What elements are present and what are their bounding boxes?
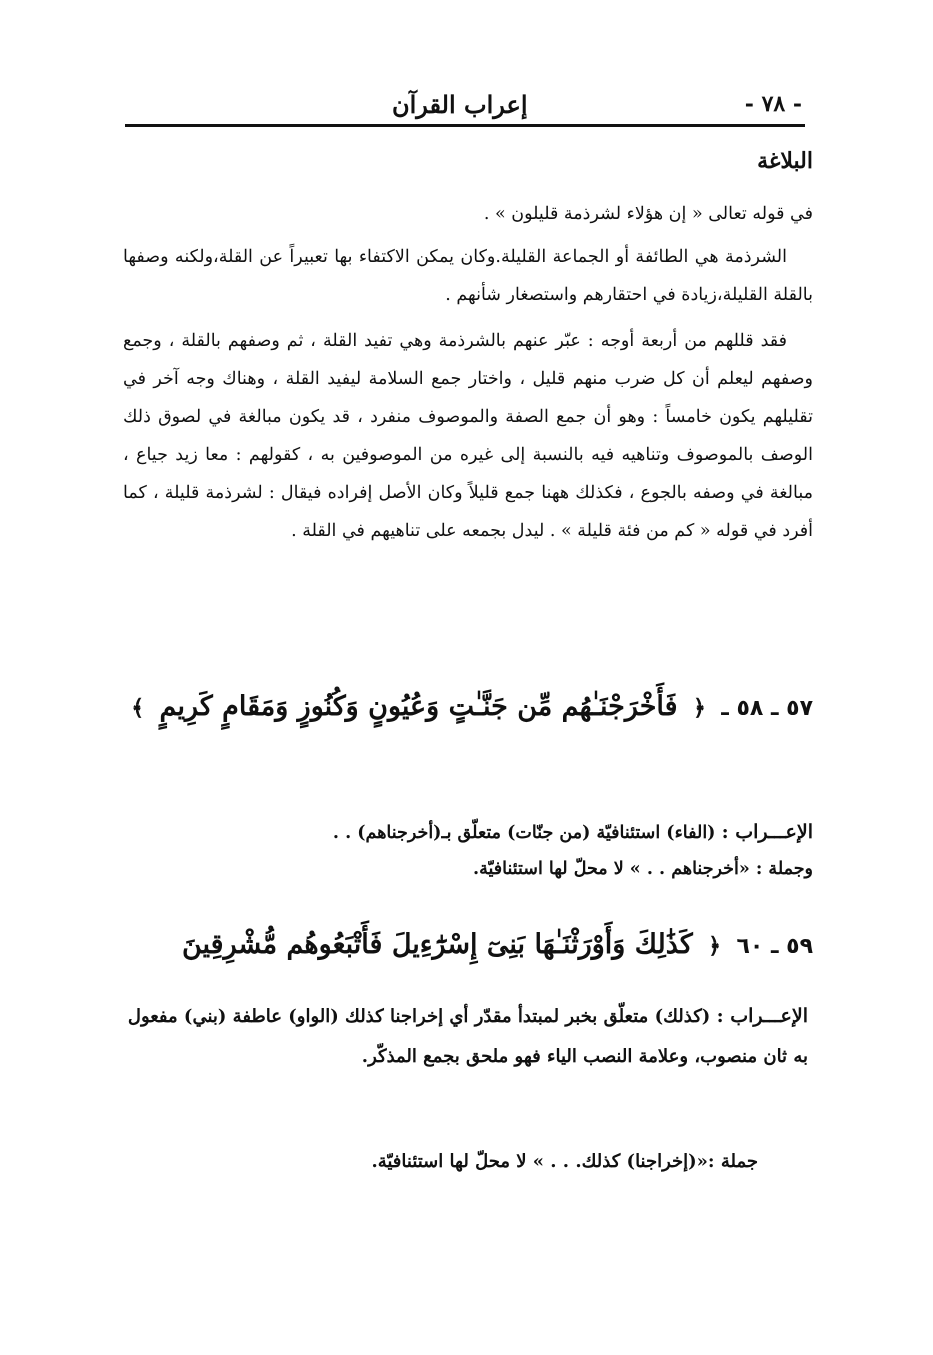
verse-open-brace: ﴿ xyxy=(708,934,722,959)
irab-label: الإعـــراب : xyxy=(721,821,813,843)
verse-number: ٥٧ ـ ٥٨ ـ xyxy=(721,696,813,721)
paragraph-definition: الشرذمة هي الطائفة أو الجماعة القليلة.وكان يمكن الاكتفاء بها تعبيراً عن القلة،ولكنه وصفها بالقلة القليلة،زيادة في احتقارهم واستصغار شأنهم . xyxy=(123,247,813,305)
page-header xyxy=(120,80,810,128)
header-divider xyxy=(125,124,805,127)
irab-block-1 xyxy=(123,814,813,887)
quran-verse-59-60 xyxy=(123,916,813,976)
irab-label: الإعـــراب : xyxy=(716,1005,808,1027)
quran-verse-57-58 xyxy=(123,678,813,738)
verse-number: ٥٩ ـ ٦٠ xyxy=(736,934,813,959)
verse-text: فَأَخْرَجْنَـٰهُم مِّن جَنَّـٰتٍ وَعُيُونٍ وَكُنُوزٍ وَمَقَامٍ كَرِيمٍ xyxy=(159,691,678,722)
section-heading: البلاغة xyxy=(757,148,813,174)
irab-sentence: وجملة : «أخرجناهم . . » لا محلّ لها استئنافيّة. xyxy=(472,859,813,879)
paragraph-explanation: فقد قللهم من أربعة أوجه : عبّر عنهم بالشرذمة وهي تفيد القلة ، ثم وصفهم بالقلة ، وجمع وصفهم ليعلم أن كل ضرب منهم قليل ، واختار جمع السلامة ليفيد القلة ، وهناك وجه آخر في تقليلهم يكون خامساً : وهو أن جمع الصفة والموصوف منفرد ، قد يكون مبالغة في لصوق ذلك الوصف بالموصوف وتناهيه فيه بالنسبة إلى غيره من الموصوفين به ، كقولهم : معا زيد جياع ، مبالغة في وصفه بالجوع ، فكذلك ههنا جمع قليلاً وكان الأصل إفراده فيقال : لشرذمة قليلة ، كما أفرد في قوله « كم من فئة قليلة » . ليدل بجمعه على تناهيهم في القلة . xyxy=(123,331,813,541)
verse-text: كَذَٰلِكَ وَأَوْرَثْنَـٰهَا بَنِىٓ إِسْرَٰٓءِيلَ فَأَتْبَعُوهُم مُّشْرِقِينَ xyxy=(181,929,693,960)
irab-line xyxy=(123,814,813,851)
verse-open-brace: ﴿ xyxy=(692,696,706,721)
irab-block-2 xyxy=(123,996,808,1077)
running-title: إعراب القرآن xyxy=(392,89,528,119)
paragraph-intro: في قوله تعالى « إن هؤلاء لشرذمة قليلون » . xyxy=(483,204,813,224)
page-number: - ٧٨ - xyxy=(744,91,802,117)
irab-text: (كذلك) متعلّق بخبر لمبتدأ مقدّر أي إخراجنا كذلك (الواو) عاطفة (بني) مفعول به ثان منصوب، وعلامة النصب الياء فهو ملحق بجمع المذكّر. xyxy=(127,1006,808,1067)
verse-close-brace: ﴾ xyxy=(131,696,145,721)
irab-sentence-2: جملة :«(إخراجنا) كذلك. . . » لا محلّ لها استئنافيّة. xyxy=(371,1151,758,1172)
irab-text: (الفاء) استئنافيّة (من جنّات) متعلّق بـ(أخرجناهم) . . xyxy=(332,823,716,843)
